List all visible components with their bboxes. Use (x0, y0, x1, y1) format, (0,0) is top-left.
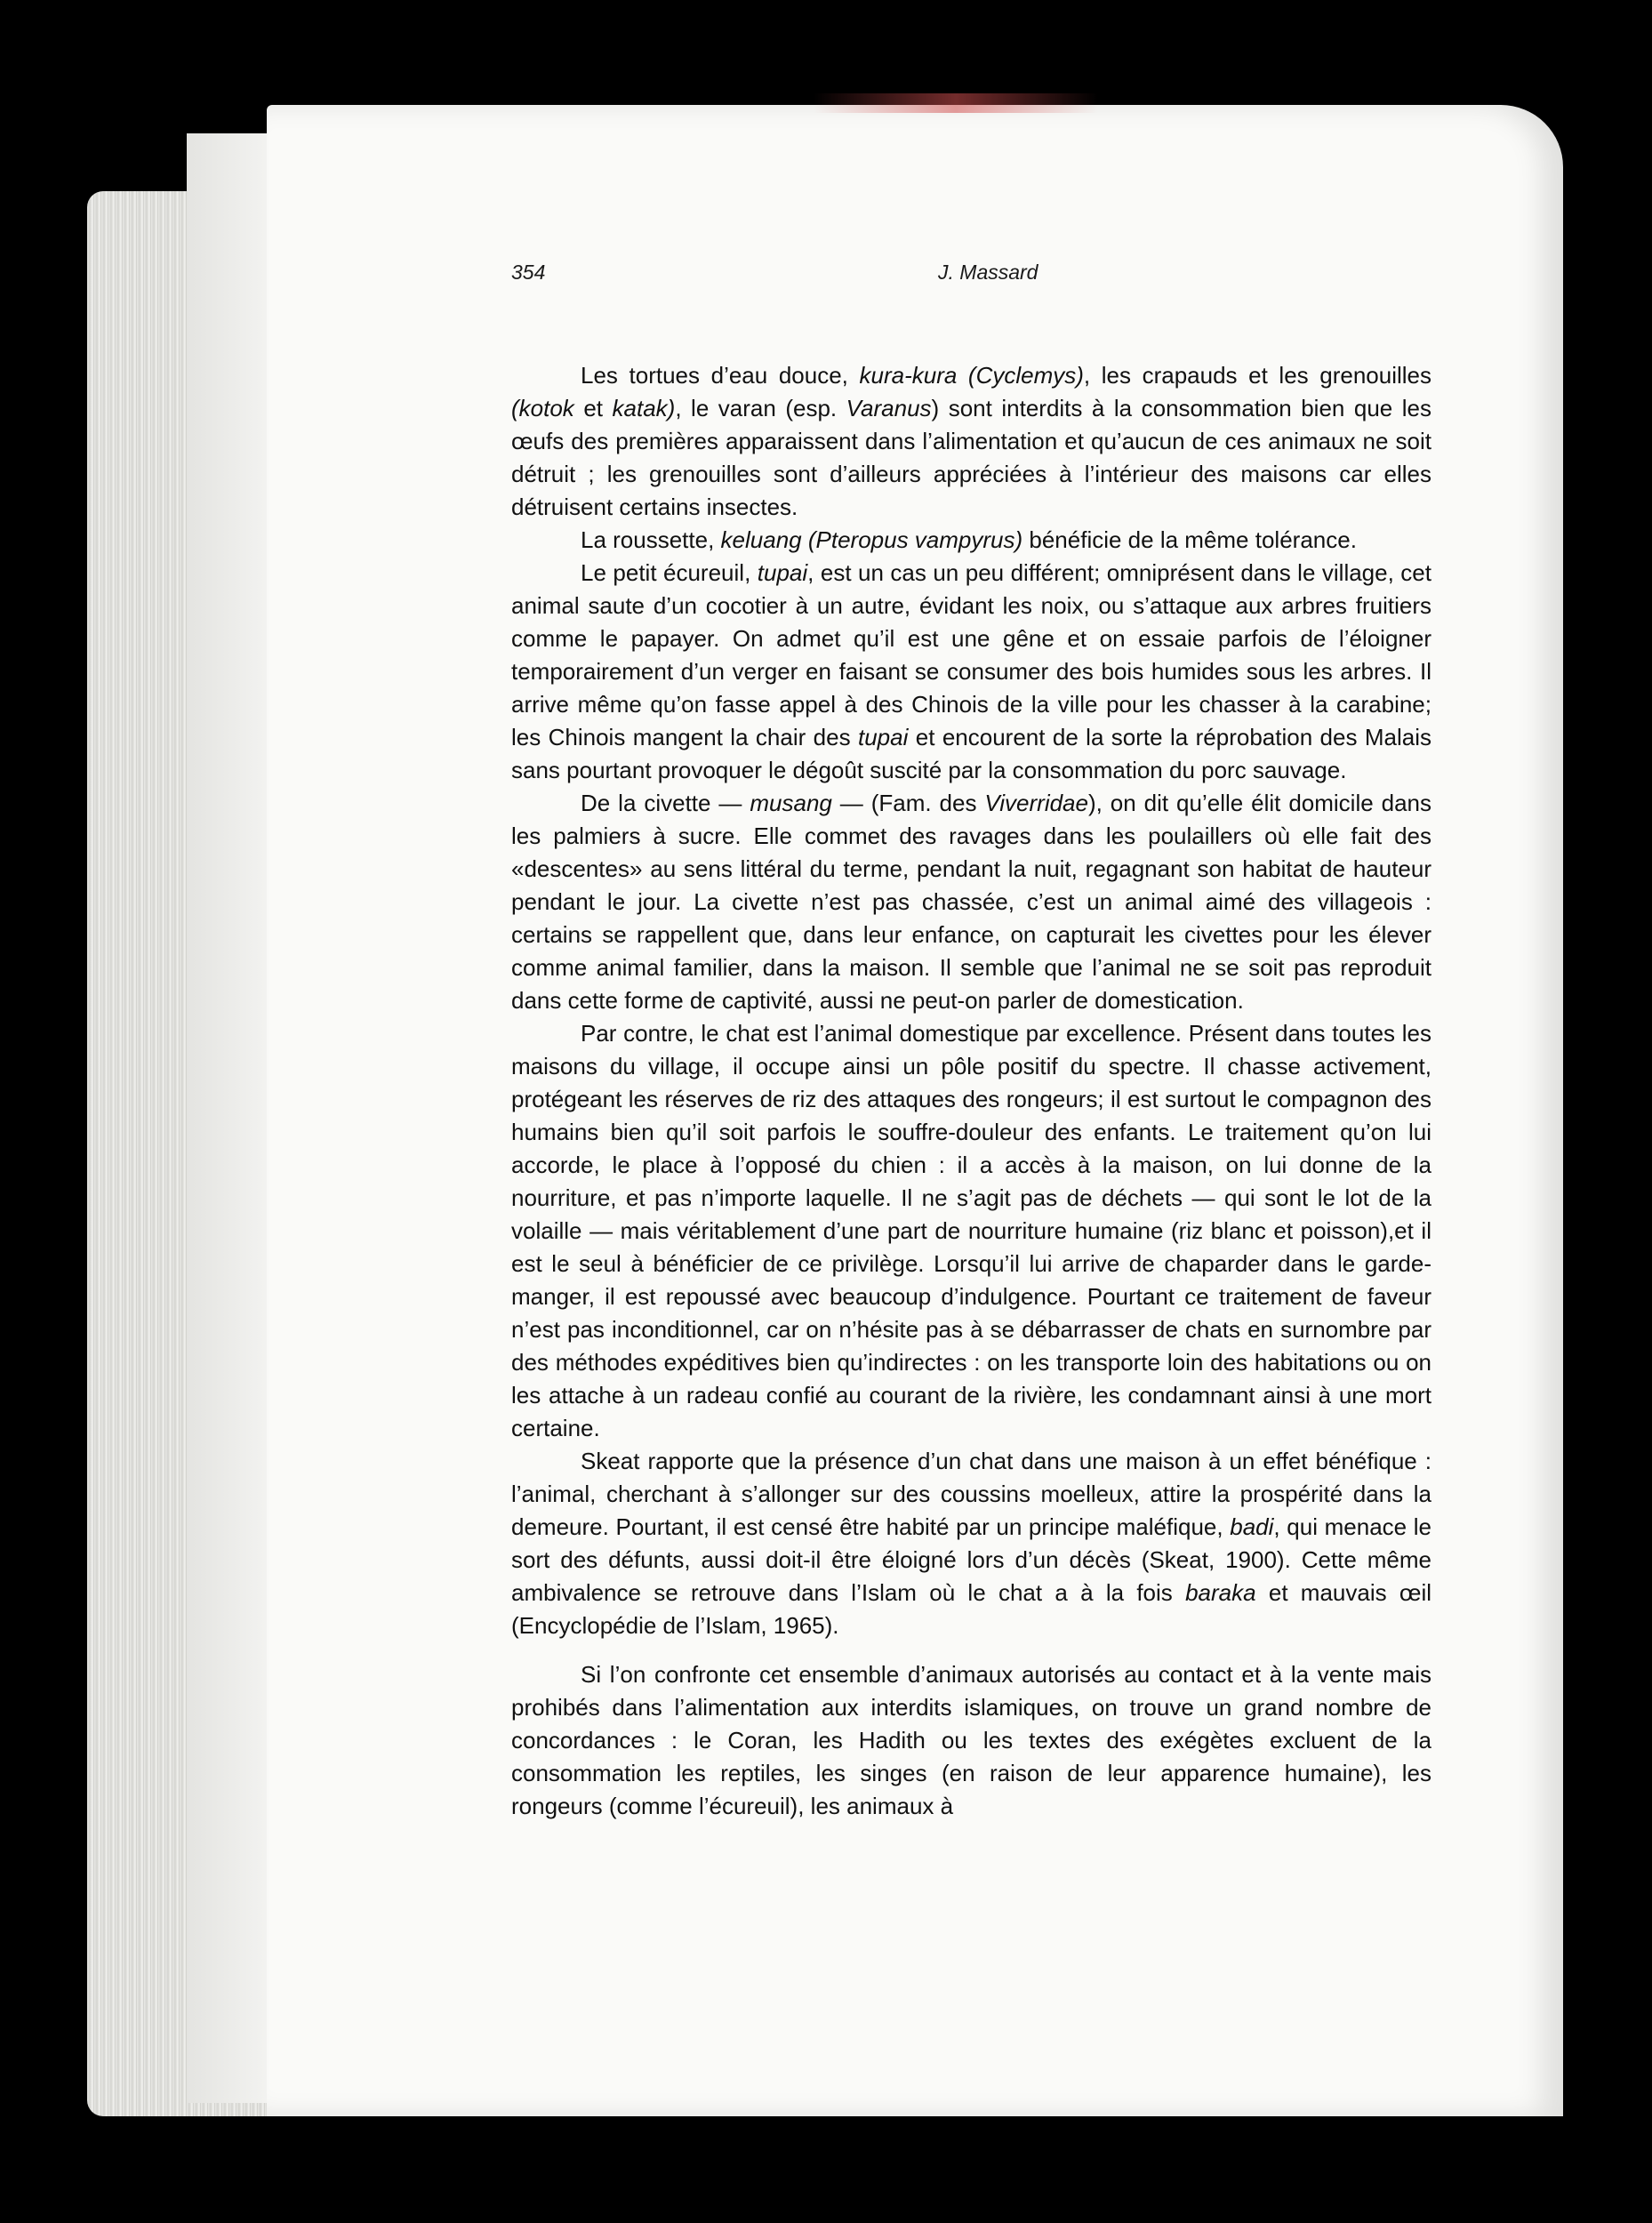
paragraph-concordances: Si l’on confronte cet ensemble d’animaux autorisés au contact et à la vente mais prohibés dans l’alimentation aux interdits islamiques, on trouve un grand nombre de concordances : le Coran, les Hadith ou les textes des exégètes excluent de la consommation les reptiles, les singes (en raison de leur apparence humaine), les rongeurs (comme l’écureuil), les animaux à (511, 1661, 1431, 1819)
body-text (511, 359, 1431, 1823)
paragraph-roussette: La roussette, keluang (Pteropus vampyrus) bénéficie de la même tolérance. (581, 526, 1357, 553)
running-head (511, 261, 1431, 287)
page-number: 354 (511, 261, 546, 284)
paragraph-ecureuil: Le petit écureuil, tupai, est un cas un peu différent; omniprésent dans le village, cet animal saute d’un cocotier à un autre, évidant les noix, ou s’attaque aux arbres fruitiers comme le papayer. On admet qu’il est une gêne et on essaie parfois de l’éloigner temporairement d’un verger en faisant se consumer des bois humides sous les arbres. Il arrive même qu’on fasse appel à des Chinois de la ville pour les chasser à la carabine; les Chinois mangent la chair des tupai et encourent de la sorte la réprobation des Malais sans pourtant provoquer le dégoût suscité par la consommation du porc sauvage. (511, 559, 1431, 783)
paragraph-tortues: Les tortues d’eau douce, kura-kura (Cyclemys), les crapauds et les grenouilles (kotok et katak), le varan (esp. Varanus) sont interdits à la consommation bien que les œufs des premières apparaissent dans l’alimentation et qu’aucun de ces animaux ne soit détruit ; les grenouilles sont d’ailleurs appréciées à l’intérieur des maisons car elles détruisent certains insectes. (511, 362, 1432, 520)
author-name: J. Massard (938, 261, 1039, 284)
show-through-bleed (814, 93, 1098, 113)
paragraph-civette: De la civette — musang — (Fam. des Viverridae), on dit qu’elle élit domicile dans les palmiers à sucre. Elle commet des ravages dans les poulaillers où elle fait des «descentes» au sens littéral du terme, pendant la nuit, regagnant son habitat de hauteur pendant le jour. La civette n’est pas chassée, c’est un animal aimé des villageois : certains se rappellent que, dans leur enfance, on capturait les civettes pour les élever comme animal familier, dans la maison. Il semble que l’animal ne se soit pas reproduit dans cette forme de captivité, aussi ne peut-on parler de domestication. (511, 790, 1431, 1014)
paragraph-chat: Par contre, le chat est l’animal domestique par excellence. Présent dans toutes les maisons du village, il occupe ainsi un pôle positif du spectre. Il chasse activement, protégeant les réserves de riz des attaques des rongeurs; il est surtout le compagnon des humains bien qu’il soit parfois le souffre-douleur des enfants. Le traitement qu’on lui accorde, le place à l’opposé du chien : il a accès à la maison, on lui donne de la nourriture, et pas n’importe laquelle. Il ne s’agit pas de déchets — qui sont le lot de la volaille — mais véritablement d’une part de nourriture humaine (riz blanc et poisson),et il est le seul à bénéficier de ce privilège. Lorsqu’il lui arrive de chaparder dans le garde-manger, il est repoussé avec beaucoup d’indulgence. Pourtant ce traitement de faveur n’est pas inconditionnel, car on n’hésite pas à se débarrasser de chats en surnombre par des méthodes expéditives bien qu’indirectes : on les transporte loin des habitations ou on les attache à un radeau confié au courant de la rivière, les condamnant ainsi à une mort certaine. (511, 1020, 1431, 1441)
paragraph-skeat: Skeat rapporte que la présence d’un chat dans une maison à un effet bénéfique : l’animal, cherchant à s’allonger sur des coussins moelleux, attire la prospérité dans la demeure. Pourtant, il est censé être habité par un principe maléfique, badi, qui menace le sort des défunts, aussi doit-il être éloigné lors d’un décès (Skeat, 1900). Cette même ambivalence se retrouve dans l’Islam où le chat a à la fois baraka et mauvais œil (Encyclopédie de l’Islam, 1965). (511, 1448, 1432, 1639)
